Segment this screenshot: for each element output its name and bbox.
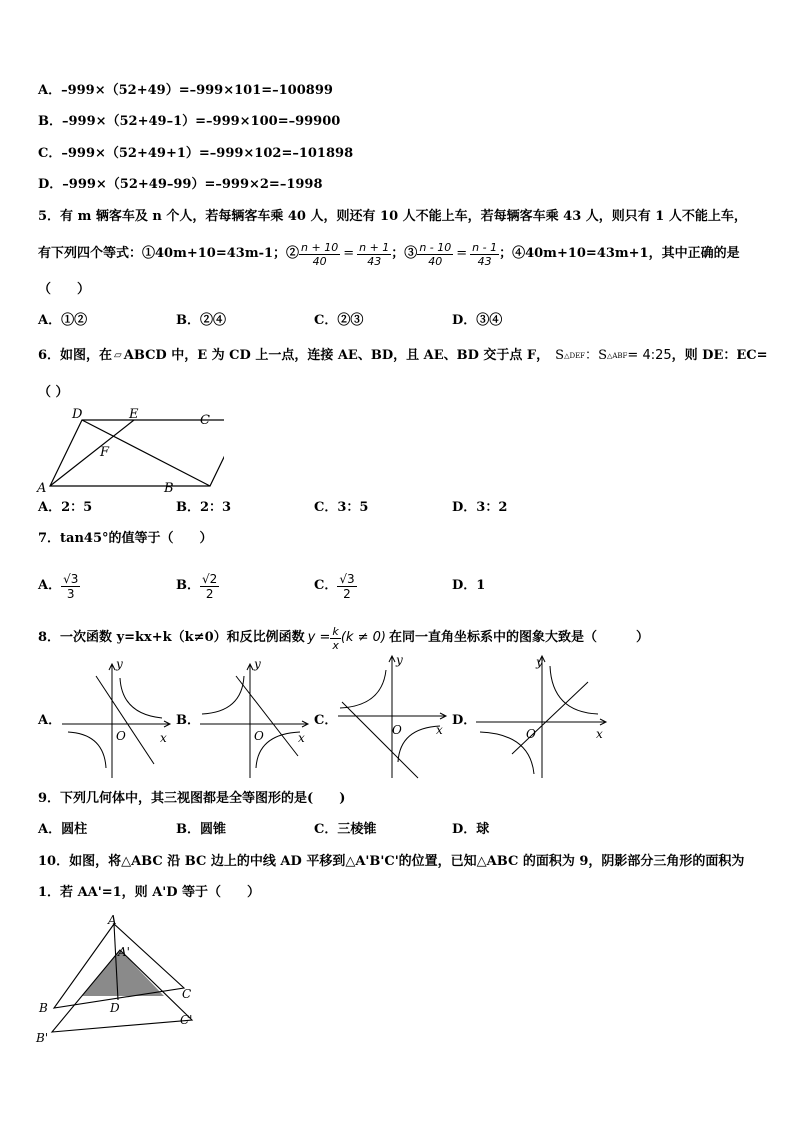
q9-option-b: B．圆锥 [176,822,226,837]
q5-equals-2: = [456,246,468,261]
label-c: C [200,413,210,428]
q8-option-b: B． [176,713,200,728]
q5-sep3: ；③ [391,246,418,261]
q5-fraction-4 [470,241,499,268]
q5-f2-denominator: 43 [367,254,382,268]
graph-c-x-label: x [436,723,443,737]
label-c: C [182,987,192,1001]
q7-b-numerator: √2 [202,571,218,586]
label-e: E [129,407,139,422]
q5-stem-line1: 5．有 m 辆客车及 n 个人，若每辆客车乘 40 人，则还有 10 人不能上车，若每辆客车乘 43 人，则只有 1 人不能上车， [38,209,747,224]
q7-stem: 7．tan45°的值等于（ ） [38,531,213,546]
graph-d-line [512,682,588,754]
q6-answer-paren: （ ） [38,385,69,400]
q7-option-b-fraction [200,572,219,601]
q5-stem-line2 [38,236,740,272]
q5-f2-numerator: n + 1 [359,240,390,254]
q6-line1a: 6．如图，在 [38,348,113,363]
label-a-prime: A' [118,945,130,959]
graph-c-line [342,702,418,778]
q5-line2-end: ；④40m+10=43m+1，其中正确的是 [499,246,740,261]
graph-a-hyperbola-q3 [68,732,106,768]
graph-a-line [96,676,154,764]
graph-d-hyperbola-q1 [550,666,598,714]
q5-fraction-3 [417,241,453,268]
parallelogram-icon: ▱ [114,350,122,361]
q7-a-numerator: √3 [63,571,79,586]
q4-option-d: D．–999×（52+49–99）=–999×2=–1998 [38,177,323,192]
q7-c-numerator: √3 [339,571,355,586]
q9-option-c: C．三棱锥 [314,822,377,837]
q7-a-denominator: 3 [66,586,75,601]
graph-d-origin-label: O [526,727,536,741]
q5-option-c: C．②③ [314,313,364,328]
q6-option-b: B．2：3 [176,500,232,515]
q7-option-a-label: A． [38,578,62,593]
graph-a-y-label: y [116,657,123,671]
q7-c-denominator: 2 [343,586,351,601]
q6-option-c: C．3：5 [314,500,369,515]
q7-option-a-fraction [61,572,80,601]
q8-graph-d [472,652,610,780]
q5-option-a: A．①② [38,313,88,328]
q7-option-c-fraction [337,572,356,601]
label-b: B [39,1001,48,1015]
graph-b-x-label: x [298,731,305,745]
q6-colon: ： [585,348,599,363]
q8-formula-y: y = [307,630,331,645]
q10-stem-line2: 1．若 AA'=1，则 A'D 等于（ ） [38,885,261,900]
q8-stem [38,622,649,654]
q5-option-b: B．②④ [176,313,226,328]
q9-option-d: D．球 [452,822,490,837]
q10-stem-line1: 10．如图，将△ABC 沿 BC 边上的中线 AD 平移到△A'B'C'的位置，已知△ABC 的面积为 9，阴影部分三角形的面积为 [38,854,745,869]
q5-f4-denominator: 43 [477,254,492,268]
q6-line1c: ，则 DE：EC= [671,348,768,363]
q6-s2: S [598,348,607,363]
graph-b-line [236,676,298,756]
q7-option-d: D．1 [452,578,486,593]
q8-stem-a: 8．一次函数 y=kx+k（k≠0）和反比例函数 [38,630,305,645]
q6-option-a: A．2：5 [38,500,93,515]
graph-c-origin-label: O [392,723,402,737]
label-b: B [164,481,174,496]
q5-f1-numerator: n + 10 [301,240,339,254]
graph-a-x-label: x [160,731,167,745]
q5-option-d: D．③④ [452,313,503,328]
q5-f4-numerator: n - 1 [472,240,498,254]
graph-d-x-label: x [596,727,603,741]
q6-parallelogram-figure [34,404,224,496]
q4-option-b: B．–999×（52+49–1）=–999×100=–99900 [38,114,341,129]
q7-b-denominator: 2 [205,586,214,601]
q6-s1-sub: △DEF [564,352,586,360]
label-c-prime: C' [180,1013,193,1027]
q4-option-a: A．–999×（52+49）=–999×101=–100899 [38,83,333,98]
q8-stem-b: 在同一直角坐标系中的图象大致是（ ） [388,630,649,645]
q8-formula-condition: (k ≠ 0) [340,630,386,645]
graph-b-y-label: y [254,657,261,671]
q10-triangle-figure [34,912,210,1048]
label-a: A [108,913,117,927]
graph-c-y-label: y [396,653,403,667]
graph-b-origin-label: O [254,729,264,743]
q6-stem-line1 [38,348,768,364]
segment-ae [50,420,134,486]
q6-ratio: = 4:25 [627,348,672,363]
q8-formula-fraction [330,625,341,652]
q7-option-c-label: C． [314,578,338,593]
graph-a-origin-label: O [116,729,126,743]
parallelogram-abcd [50,420,224,486]
graph-c-hyperbola-q2 [340,670,386,708]
q8-formula-numerator: k [330,625,341,639]
q8-option-a: A． [38,713,62,728]
label-d: D [110,1001,120,1015]
q5-equals-1: = [343,246,355,261]
label-d: D [72,407,83,422]
q6-line1b: ABCD 中，E 为 CD 上一点，连接 AE、BD，且 AE、BD 交于点 F， [123,348,550,363]
q6-option-d: D．3：2 [452,500,508,515]
label-f: F [100,445,110,460]
graph-d-y-label: y [536,655,543,669]
q5-fraction-1 [299,241,340,268]
q5-fraction-2 [357,241,391,268]
q7-option-b [176,566,219,606]
q5-line2-start: 有下列四个等式：①40m+10=43m-1；② [38,246,300,261]
q5-f1-denominator: 40 [312,254,327,268]
q9-stem: 9．下列几何体中，其三视图都是全等图形的是( ) [38,791,346,806]
q9-option-a: A．圆柱 [38,822,88,837]
label-a: A [37,481,47,496]
graph-c-hyperbola-q4 [398,726,440,762]
q5-answer-paren: （ ） [38,282,91,297]
q4-option-c: C．–999×（52+49+1）=–999×102=–101898 [38,146,354,161]
q8-formula-denominator: x [332,638,339,652]
q8-graph-a [58,656,176,780]
q6-s1: S [555,348,565,363]
graph-b-hyperbola-q2 [202,676,244,714]
q6-s2-sub: △ABF [606,352,628,360]
q8-option-d: D． [452,713,477,728]
q8-option-c: C． [314,713,338,728]
q7-option-c [314,566,357,606]
q8-graph-c [334,652,452,780]
q8-graph-b [196,656,314,780]
q7-option-a [38,566,80,606]
q5-f3-denominator: 40 [428,254,443,268]
label-b-prime: B' [36,1031,49,1045]
q7-option-b-label: B． [176,578,200,593]
graph-a-hyperbola-q1 [120,678,162,718]
q5-f3-numerator: n - 10 [419,240,452,254]
